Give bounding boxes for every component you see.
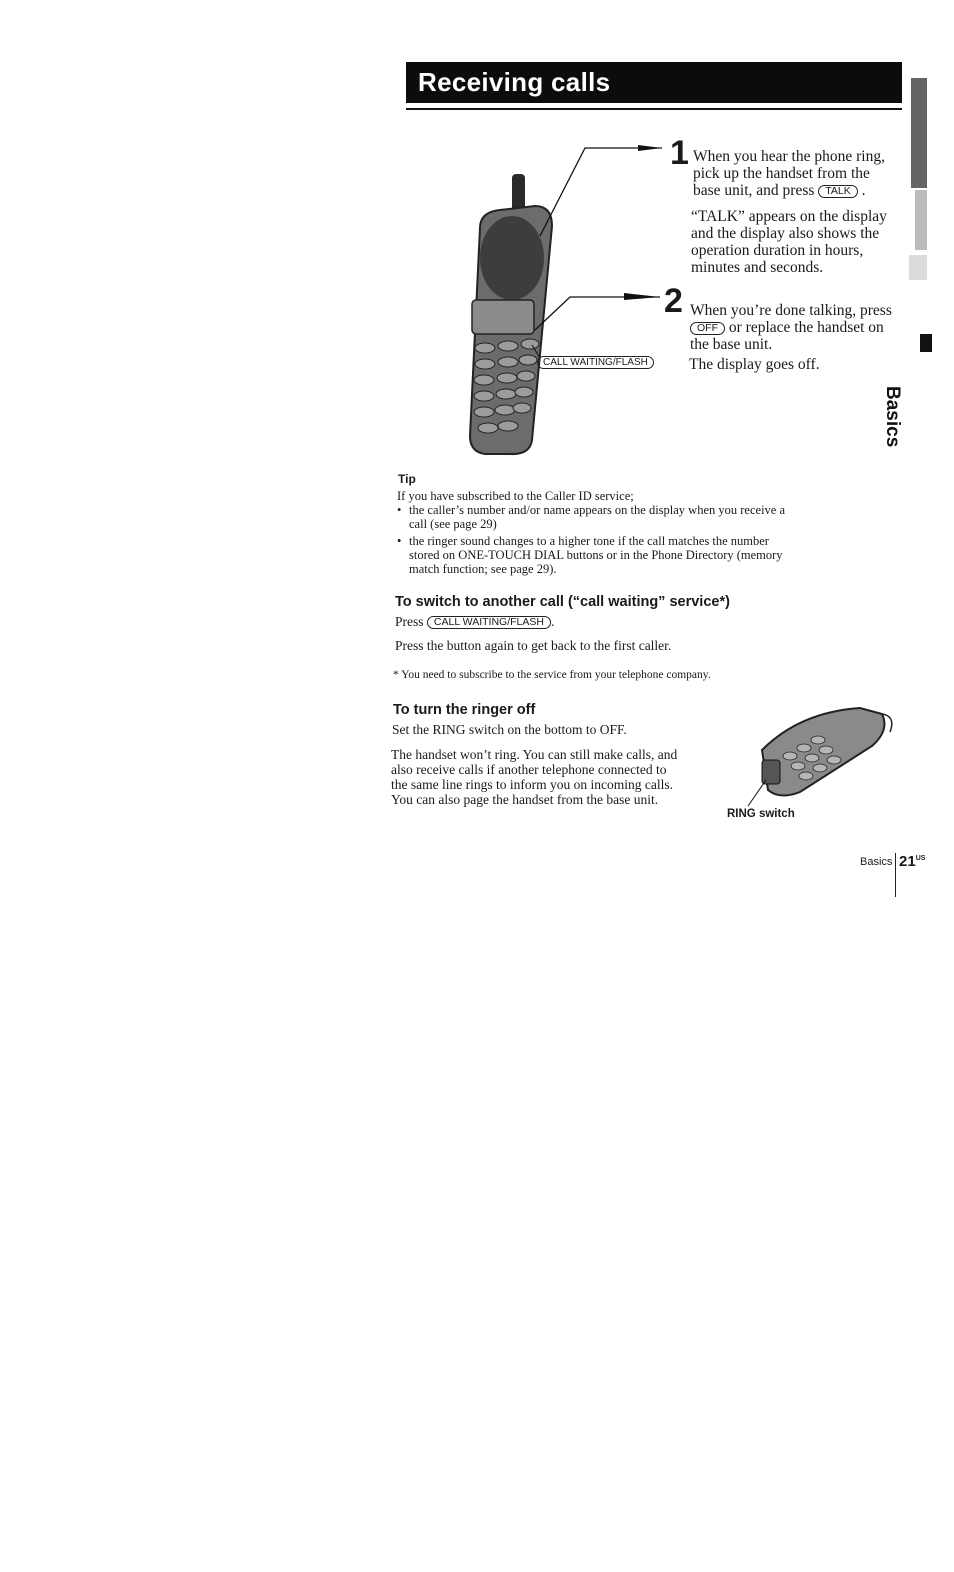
- step-2-number: 2: [664, 282, 683, 320]
- ringer-line: You can also page the handset from the base unit.: [391, 792, 659, 807]
- page-number: $21^{US}$: [899, 853, 926, 870]
- ringer-instruction: Set the RING switch on the bottom to OFF.: [392, 722, 627, 737]
- step-1-number: 1: [670, 134, 689, 172]
- list-item: • the ringer sound changes to a higher tone if the call matches the number stored on ONE-TOUCH DIAL buttons or in the Phone Directory (memory match function; see page 29).: [397, 534, 783, 576]
- step-2-line: the base unit.: [690, 336, 773, 353]
- ringer-line: also receive calls if another telephone connected to: [391, 762, 667, 777]
- step-1-line: base unit, and press TALK .: [693, 182, 866, 199]
- call-waiting-heading: To switch to another call (“call waiting” service*): [395, 594, 730, 610]
- footer-section: Basics: [860, 856, 893, 868]
- side-tab-label: Basics: [882, 386, 903, 448]
- call-waiting-press: Press CALL WAITING/FLASH .: [395, 614, 555, 629]
- page-title: Receiving calls: [406, 62, 902, 103]
- off-key: OFF: [690, 322, 725, 335]
- step-1-note-line: “TALK” appears on the display: [691, 208, 887, 225]
- step-2-note: The display goes off.: [689, 356, 820, 373]
- page-suffix: US: [915, 855, 926, 862]
- tip-bullet-list: [397, 503, 817, 576]
- step-2-instruction: [690, 302, 912, 353]
- side-tab-marker: [920, 334, 932, 352]
- ring-switch-label: RING switch: [727, 808, 795, 820]
- step-1-note-line: minutes and seconds.: [691, 259, 824, 276]
- ringer-paragraph: [391, 747, 721, 807]
- step-1-note-line: operation duration in hours,: [691, 242, 864, 259]
- ringer-line: the same line rings to inform you on incoming calls.: [391, 777, 673, 792]
- call-waiting-note: Press the button again to get back to the first caller.: [395, 638, 672, 653]
- talk-key: TALK: [818, 185, 857, 198]
- title-rule: [406, 108, 902, 110]
- tip-intro: If you have subscribed to the Caller ID service;: [397, 489, 634, 503]
- step-2-line: OFF or replace the handset on: [690, 319, 912, 336]
- call-waiting-flash-key: CALL WAITING/FLASH: [427, 616, 551, 629]
- footnote: * You need to subscribe to the service from your telephone company.: [393, 669, 711, 681]
- ring-switch-illustration: [740, 700, 900, 810]
- step-2-line: When you’re done talking, press: [690, 302, 892, 319]
- step-1-note-line: and the display also shows the: [691, 225, 880, 242]
- ringer-line: The handset won’t ring. You can still make calls, and: [391, 747, 678, 762]
- step-1-note: [691, 208, 911, 276]
- list-item: • the caller’s number and/or name appears on the display when you receive a call (see page 29): [397, 503, 786, 531]
- step-1-line: pick up the handset from the: [693, 165, 870, 182]
- step-1-line: When you hear the phone ring,: [693, 148, 885, 165]
- ringer-heading: To turn the ringer off: [393, 702, 536, 718]
- handset-illustration: [440, 140, 670, 460]
- step-1-instruction: [693, 148, 913, 199]
- tip-heading: Tip: [398, 472, 416, 486]
- footer-rule: [895, 853, 896, 897]
- callout-call-waiting-flash: CALL WAITING/FLASH: [537, 353, 654, 371]
